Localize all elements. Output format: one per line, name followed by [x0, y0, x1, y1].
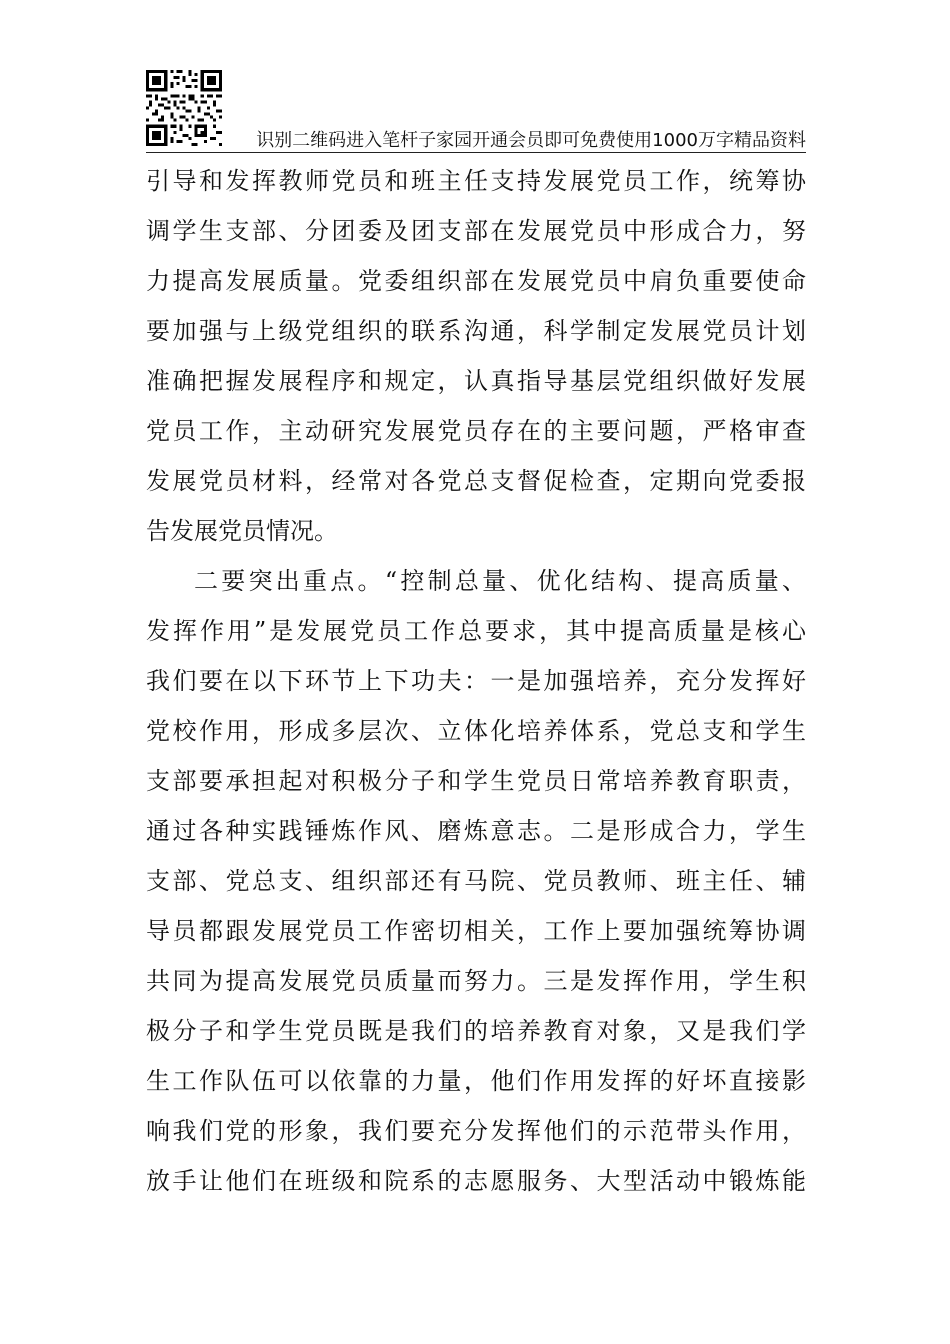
text-line: 党校作用，形成多层次、立体化培养体系，党总支和学生	[146, 717, 806, 745]
text-line: 发挥作用”是发展党员工作总要求，其中提高质量是核心	[146, 617, 806, 645]
text-line: 支部、党总支、组织部还有马院、党员教师、班主任、辅	[146, 867, 806, 895]
text-line: 发展党员材料，经常对各党总支督促检查，定期向党委报	[146, 467, 806, 495]
qr-code-icon[interactable]	[146, 70, 222, 146]
text-line: 准确把握发展程序和规定，认真指导基层党组织做好发展	[146, 367, 806, 395]
text-line: 响我们党的形象，我们要充分发挥他们的示范带头作用，	[146, 1117, 806, 1145]
text-line: 力提高发展质量。党委组织部在发展党员中肩负重要使命	[146, 267, 806, 295]
text-line: 要加强与上级党组织的联系沟通，科学制定发展党员计划	[146, 317, 806, 345]
text-line: 放手让他们在班级和院系的志愿服务、大型活动中锻炼能	[146, 1167, 806, 1195]
paragraph-2	[146, 556, 806, 1206]
text-line: 二要突出重点。“控制总量、优化结构、提高质量、	[194, 567, 806, 595]
text-line: 支部要承担起对积极分子和学生党员日常培养教育职责，	[146, 767, 806, 795]
text-line: 党员工作，主动研究发展党员存在的主要问题，严格审查	[146, 417, 806, 445]
header-banner-text: 识别二维码进入笔杆子家园开通会员即可免费使用1000万字精品资料	[256, 130, 806, 151]
document-body	[146, 156, 806, 1206]
header-divider	[146, 152, 806, 153]
text-line: 引导和发挥教师党员和班主任支持发展党员工作，统筹协	[146, 167, 806, 195]
text-line: 调学生支部、分团委及团支部在发展党员中形成合力，努	[146, 217, 806, 245]
page-header	[146, 66, 806, 154]
text-line: 告发展党员情况。	[146, 517, 338, 545]
text-line: 通过各种实践锤炼作风、磨炼意志。二是形成合力，学生	[146, 817, 806, 845]
text-line: 生工作队伍可以依靠的力量，他们作用发挥的好坏直接影	[146, 1067, 806, 1095]
paragraph-1	[146, 156, 806, 556]
text-line: 导员都跟发展党员工作密切相关，工作上要加强统筹协调	[146, 917, 806, 945]
text-line: 我们要在以下环节上下功夫：一是加强培养，充分发挥好	[146, 667, 806, 695]
text-line: 极分子和学生党员既是我们的培养教育对象，又是我们学	[146, 1017, 806, 1045]
text-line: 共同为提高发展党员质量而努力。三是发挥作用，学生积	[146, 967, 806, 995]
